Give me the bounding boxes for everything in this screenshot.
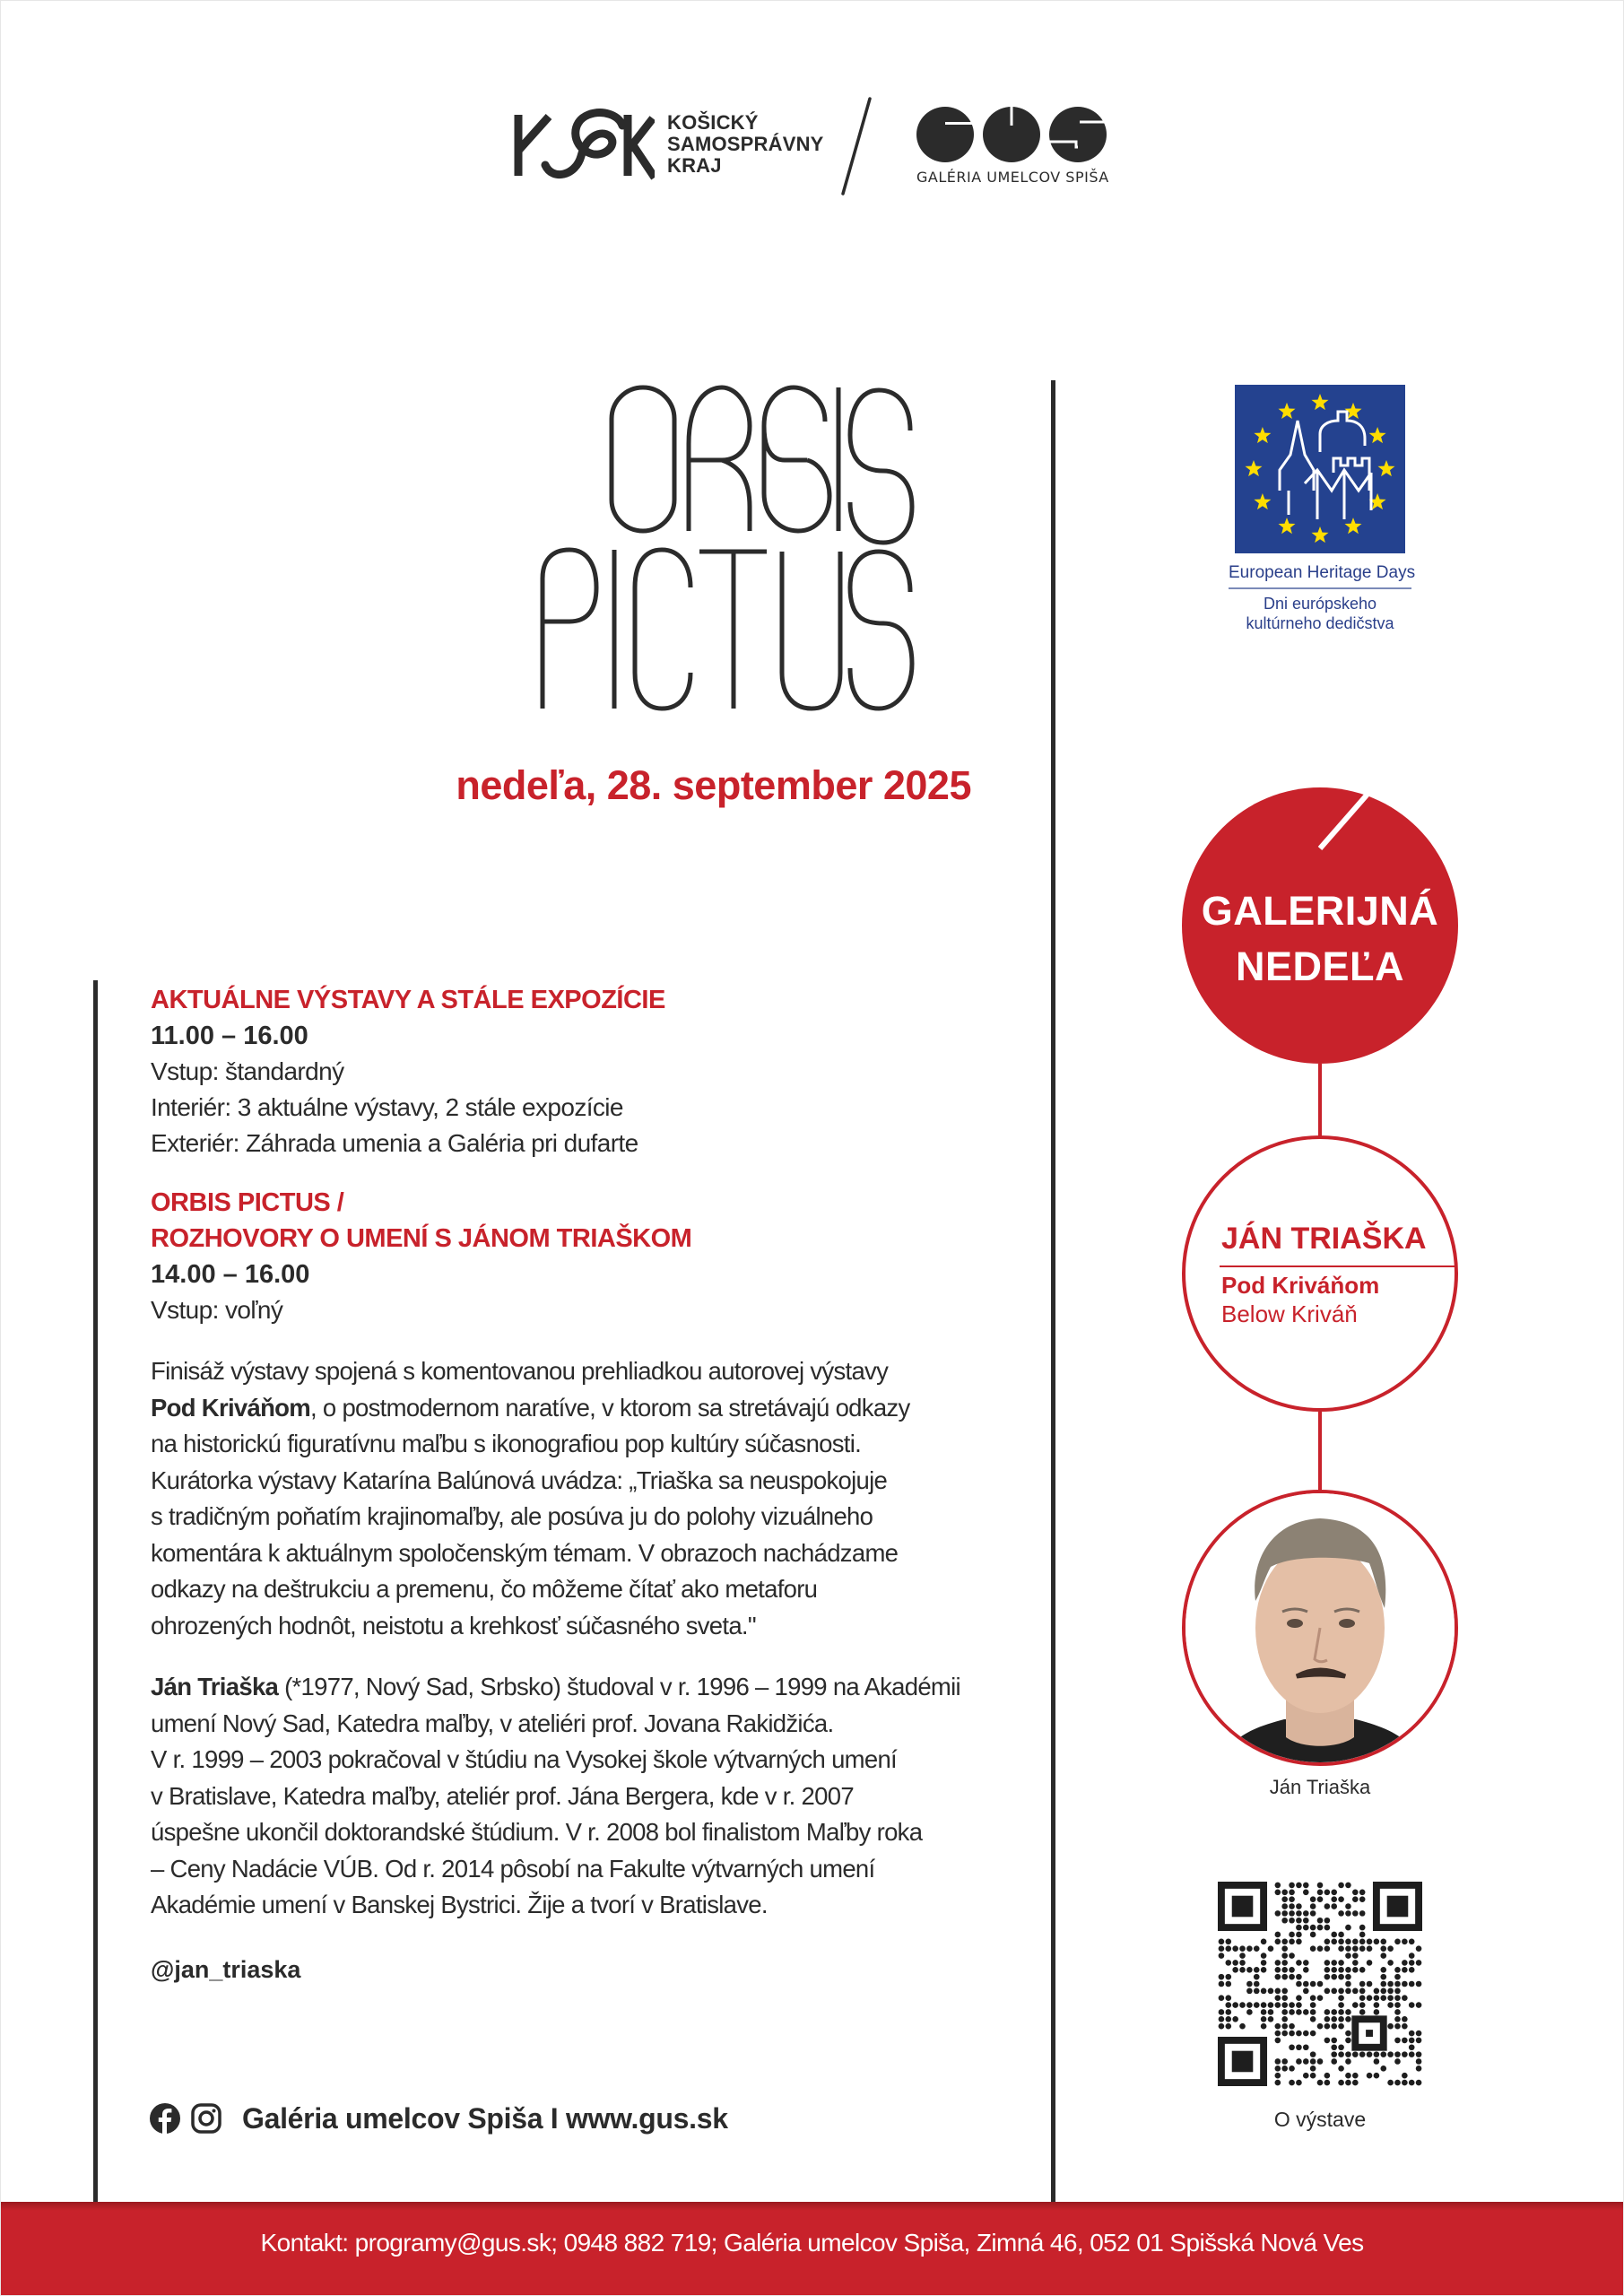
section-line: Interiér: 3 aktuálne výstavy, 2 stále expozície — [151, 1093, 623, 1121]
section-time: 14.00 – 16.00 — [151, 1260, 310, 1289]
artist-instagram-handle[interactable]: @jan_triaska — [151, 1955, 301, 1983]
exhibition-title-bold: Pod Kriváňom — [151, 1393, 311, 1422]
portrait-caption: Ján Triaška — [1269, 1776, 1371, 1798]
european-heritage-days-logo — [1235, 385, 1405, 553]
eu-star-icon — [1279, 403, 1296, 419]
bio-line: v Bratislave, Katedra maľby, ateliér prof. Jána Bergera, kde v r. 2007 — [151, 1781, 854, 1810]
ehd-caption — [1221, 563, 1419, 633]
bio-line: – Ceny Nadácie VÚB. Od r. 2014 pôsobí na Fakulte výtvarných umení — [151, 1854, 875, 1883]
description-line: na historickú figuratívnu maľbu s ikonografiou pop kultúry súčasnosti. — [151, 1430, 862, 1457]
gallery-sunday-text — [1182, 883, 1458, 995]
ehd-name-sk-1: Dni európskeho — [1263, 595, 1377, 613]
event-date: nedeľa, 28. september 2025 — [456, 762, 971, 808]
gus-logo-name: GALÉRIA UMELCOV SPIŠA — [916, 169, 1109, 186]
eu-star-icon — [1378, 460, 1395, 476]
eu-star-icon — [1369, 427, 1386, 443]
ksk-logo-line: KRAJ — [667, 154, 722, 177]
eu-star-icon — [1312, 394, 1329, 410]
artist-heading: JÁN TRIAŠKA — [1221, 1222, 1427, 1256]
bio-line: V r. 1999 – 2003 pokračoval v štúdiu na Vysokej škole výtvarných umení — [151, 1745, 897, 1773]
description-line: Kurátorka výstavy Katarína Balúnová uvádza: „Triaška sa neuspokojuje — [151, 1465, 888, 1494]
section-heading: ORBIS PICTUS / — [151, 1188, 344, 1217]
left-accent-rule — [93, 980, 98, 2203]
title-orbis-pictus — [520, 381, 977, 713]
bio-line-rest: (*1977, Nový Sad, Srbsko) študoval v r. 1996 – 1999 na Akadémii — [278, 1673, 960, 1700]
program-column — [151, 982, 994, 1984]
section-line: Vstup: voľný — [151, 1296, 283, 1324]
bio-line: úspešne ukončil doktorandské štúdium. V r. 2008 bol finalistom Maľby roka — [151, 1818, 923, 1846]
connector-line — [1318, 1064, 1322, 1137]
qr-caption: O výstave — [1273, 2108, 1367, 2131]
ehd-name-en: European Heritage Days — [1229, 563, 1411, 589]
center-divider — [1051, 380, 1055, 2203]
artist-name-bold: Ján Triaška — [151, 1673, 279, 1700]
section-time: 11.00 – 16.00 — [151, 1022, 308, 1050]
eu-star-icon — [1279, 517, 1296, 534]
ksk-logo-text — [667, 112, 824, 177]
ksk-logo-line: KOŠICKÝ — [667, 111, 759, 134]
section-line: Exteriér: Záhrada umenia a Galéria pri dufarte — [151, 1129, 638, 1157]
eu-star-icon — [1345, 517, 1362, 534]
ksk-logo-mark — [513, 106, 655, 183]
exhibition-description — [151, 1353, 994, 1644]
eu-star-icon — [1312, 526, 1329, 543]
program-section-talks — [151, 1185, 994, 1328]
description-line: komentára k aktuálnym spoločenským témam. V obrazoch nachádzame — [151, 1538, 899, 1567]
exhibition-title-sk: Pod Kriváňom — [1221, 1272, 1380, 1299]
instagram-icon[interactable] — [190, 2102, 222, 2135]
description-line — [151, 1390, 994, 1427]
bio-line — [151, 1669, 994, 1706]
logo-divider-slash — [838, 97, 874, 196]
artist-portrait — [1185, 1493, 1455, 1762]
eu-star-icon — [1246, 460, 1263, 476]
ehd-stars-icon — [1235, 385, 1405, 553]
bio-line: Akadémie umení v Banskej Bystrici. Žije a tvorí v Bratislave. — [151, 1891, 768, 1918]
footer-contact: Kontakt: programy@gus.sk; 0948 882 719; Galéria umelcov Spiša, Zimná 46, 052 01 Spišská Nová Ves — [260, 2229, 1364, 2257]
program-section-current-exhibitions — [151, 982, 994, 1161]
eu-star-icon — [1254, 493, 1271, 509]
description-line: ohrozených hodnôt, neistotu a krehkosť súčasného sveta." — [151, 1611, 756, 1639]
description-line: s tradičným poňatím krajinomaľby, ale posúva ju do polohy vizuálneho — [151, 1502, 873, 1530]
ehd-name-sk-2: kultúrneho dedičstva — [1246, 614, 1394, 632]
badge-line-1: GALERIJNÁ — [1201, 888, 1439, 934]
badge-slash-icon — [1309, 789, 1372, 854]
gus-logo-mark — [915, 106, 1108, 163]
heading-rule — [1220, 1265, 1455, 1267]
bio-line: umení Nový Sad, Katedra maľby, v ateliéri prof. Jovana Rakidžića. — [151, 1709, 834, 1737]
section-heading: AKTUÁLNE VÝSTAVY A STÁLE EXPOZÍCIE — [151, 986, 665, 1014]
gallery-website-link[interactable]: Galéria umelcov Spiša I www.gus.sk — [242, 2101, 728, 2135]
section-line: Vstup: štandardný — [151, 1057, 344, 1085]
description-line: Finisáž výstavy spojená s komentovanou prehliadkou autorovej výstavy — [151, 1357, 889, 1385]
artist-bio — [151, 1669, 994, 1924]
social-links — [149, 2099, 728, 2138]
eu-star-icon — [1254, 427, 1271, 443]
description-line: odkazy na deštrukciu a premenu, čo môžeme čítať ako metaforu — [151, 1575, 818, 1603]
ksk-logo-line: SAMOSPRÁVNY — [667, 133, 824, 155]
description-line-rest: , o postmodernom naratíve, v ktorom sa stretávajú odkazy — [310, 1393, 910, 1422]
section-heading: ROZHOVORY O UMENÍ S JÁNOM TRIAŠKOM — [151, 1224, 692, 1253]
exhibition-title-en: Below Kriváň — [1221, 1300, 1358, 1327]
qr-code[interactable] — [1218, 1882, 1422, 2086]
connector-line — [1318, 1412, 1322, 1492]
badge-line-2: NEDEĽA — [1235, 944, 1404, 989]
facebook-icon[interactable] — [149, 2102, 181, 2135]
